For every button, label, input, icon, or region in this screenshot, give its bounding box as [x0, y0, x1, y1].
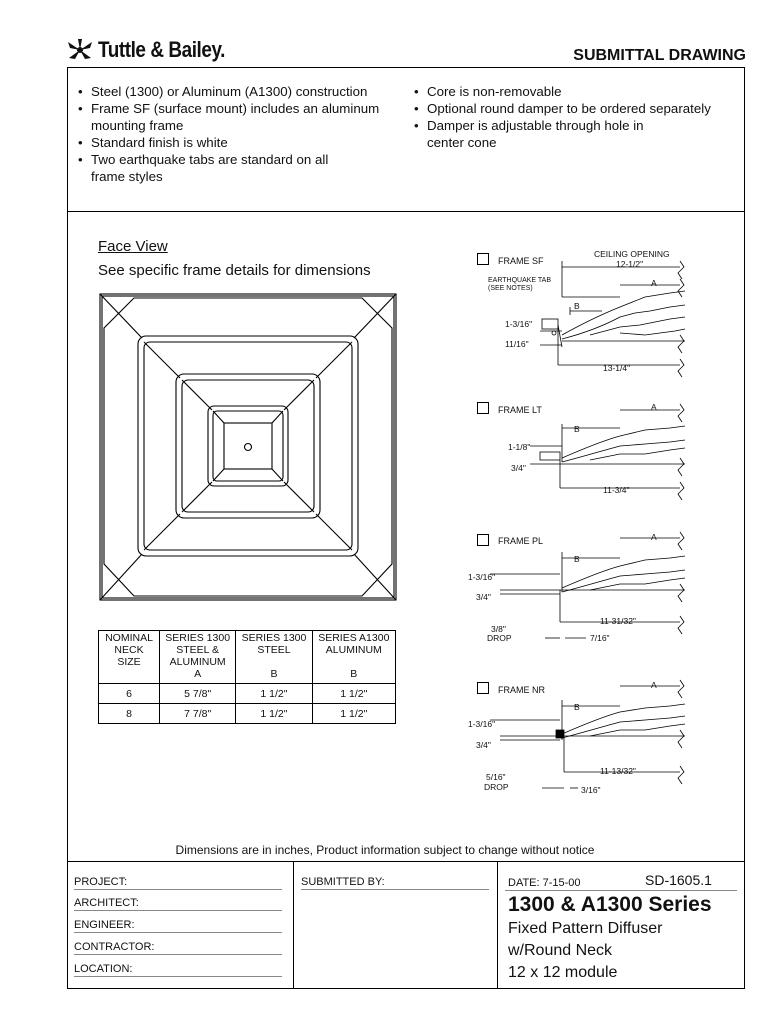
date-underline [505, 890, 737, 891]
dim-height: 1-3/16" [468, 572, 496, 582]
table-header-row [99, 631, 396, 684]
location-field[interactable]: LOCATION: [74, 963, 282, 977]
brand-logo [66, 35, 246, 65]
table-row [99, 684, 396, 704]
drop-dim: 3/8" [491, 624, 506, 634]
notes-left [78, 83, 408, 185]
date-field: DATE: 7-15-00 [508, 877, 581, 889]
product-description: Fixed Pattern Diffuser [508, 920, 663, 937]
drop-offset-dim: 7/16" [590, 633, 610, 643]
notes-divider [67, 211, 745, 212]
face-view-subtitle: See specific frame details for dimensions [98, 262, 371, 279]
dim-width: 11-3/4" [603, 485, 630, 495]
face-view-drawing [98, 292, 398, 602]
table-cell: 1 1/2" [312, 684, 395, 704]
note-item: • Steel (1300) or Aluminum (A1300) construction [78, 83, 408, 100]
product-module: 12 x 12 module [508, 964, 618, 981]
table-cell: 1 1/2" [236, 684, 312, 704]
engineer-field[interactable]: ENGINEER: [74, 919, 282, 933]
title-block-column-divider [293, 861, 294, 989]
dim-height: 3/4" [476, 592, 491, 602]
architect-field[interactable]: ARCHITECT: [74, 897, 282, 911]
table-cell: 7 7/8" [160, 704, 236, 724]
frame-pl-section [470, 530, 700, 645]
notes-right [414, 83, 744, 151]
table-header: SERIES A1300 ALUMINUM B [312, 631, 395, 684]
note-item: • Damper is adjustable through hole in center cone [414, 117, 677, 151]
dim-height: 3/4" [476, 740, 491, 750]
table-header: NOMINAL NECK SIZE [99, 631, 160, 684]
dim-height: 1-1/8" [508, 442, 531, 452]
see-notes-note: (SEE NOTES) [488, 285, 533, 292]
table-cell: 8 [99, 704, 160, 724]
note-item: • Frame SF (surface mount) includes an aluminum mounting frame [78, 100, 408, 134]
dim-b: B [574, 424, 580, 434]
drawing-number: SD-1605.1 [645, 872, 712, 888]
table-cell: 6 [99, 684, 160, 704]
table-header: SERIES 1300 STEEL B [236, 631, 312, 684]
dim-width: 11-31/32" [600, 616, 636, 626]
dim-b: B [574, 702, 580, 712]
dim-a: A [651, 680, 657, 690]
product-description: w/Round Neck [508, 942, 613, 959]
ceiling-opening-label: CEILING OPENING [594, 249, 670, 259]
submitted-by-field[interactable]: SUBMITTED BY: [301, 876, 489, 890]
title-block-column-divider [497, 861, 498, 989]
note-item: • Two earthquake tabs are standard on all frame styles [78, 151, 361, 185]
dim-height: 3/4" [511, 463, 526, 473]
brand-name: Tuttle & Bailey. [98, 37, 225, 62]
frame-lt-section [470, 400, 700, 500]
earthquake-tab-note: EARTHQUAKE TAB [488, 277, 552, 284]
note-item: • Standard finish is white [78, 134, 408, 151]
document-type: SUBMITTAL DRAWING [573, 47, 746, 64]
footnote: Dimensions are in inches, Product information subject to change without notice [175, 843, 595, 857]
table-cell: 5 7/8" [160, 684, 236, 704]
dim-b: B [574, 554, 580, 564]
fan-blade-logo-icon [66, 38, 94, 62]
drop-label: DROP [484, 782, 509, 792]
frame-lt-label: FRAME LT [498, 405, 542, 415]
frame-pl-label: FRAME PL [498, 536, 544, 546]
note-item: • Core is non-removable [414, 83, 744, 100]
title-block-divider [67, 861, 745, 862]
dim-height: 1-3/16" [505, 319, 533, 329]
note-item: • Optional round damper to be ordered separately [414, 100, 744, 117]
face-view-title: Face View [98, 238, 168, 255]
dim-a: A [651, 278, 657, 288]
project-field[interactable]: PROJECT: [74, 876, 282, 890]
drop-offset-dim: 3/16" [581, 785, 601, 795]
dim-width: 13-1/4" [603, 363, 631, 373]
table-cell: 1 1/2" [236, 704, 312, 724]
frame-nr-section [470, 678, 700, 798]
ceiling-opening-dim: 12-1/2" [616, 259, 644, 269]
table-row [99, 704, 396, 724]
drop-label: DROP [487, 633, 512, 643]
dim-width: 11-13/32" [600, 766, 636, 776]
table-header: SERIES 1300 STEEL & ALUMINUM A [160, 631, 236, 684]
dim-a: A [651, 402, 657, 412]
dim-height: 11/16" [505, 339, 529, 349]
frame-sf-label: FRAME SF [498, 256, 544, 266]
dim-height: 1-3/16" [468, 719, 496, 729]
neck-size-table [98, 630, 396, 724]
contractor-field[interactable]: CONTRACTOR: [74, 941, 282, 955]
drop-dim: 5/16" [486, 772, 506, 782]
frame-nr-label: FRAME NR [498, 685, 545, 695]
series-title: 1300 & A1300 Series [508, 893, 712, 916]
frame-sf-section [470, 255, 700, 385]
dim-b: B [574, 301, 580, 311]
table-cell: 1 1/2" [312, 704, 395, 724]
dim-a: A [651, 532, 657, 542]
